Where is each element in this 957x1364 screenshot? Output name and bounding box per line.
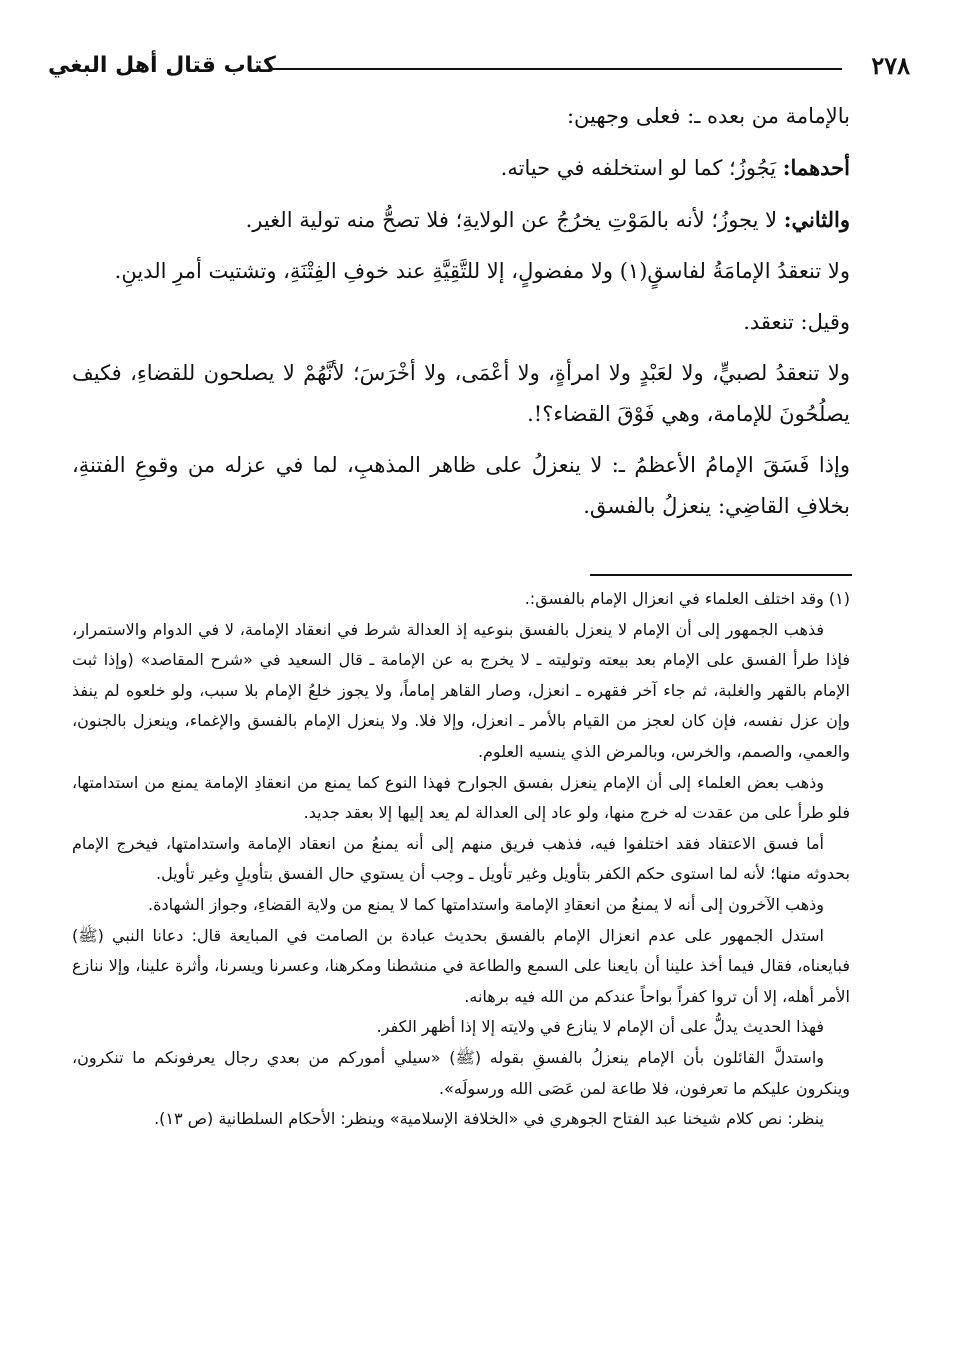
- footnote-heading: (١) وقد اختلف العلماء في انعزال الإمام بالفسق:.: [524, 589, 850, 608]
- footnote-paragraph: استدل الجمهور على عدم انعزال الإمام بالفسق بحديث عبادة بن الصامت في المبايعة قال: دعانا النبي (ﷺ) فبايعناه، فقال فيما أخذ علينا أن بايعنا على السمع والطاعة في منشطنا ومكرهنا، وعسرنا ويسرنا، وأثرة علينا، وإلا ننازع الأمر أهله، إلا أن تروا كفراً بواحاً عندكم من الله فيه برهانه.: [72, 925, 850, 1006]
- footnote-paragraph: فهذا الحديث يدلُّ على أن الإمام لا ينازع في ولايته إلا إذا أظهر الكفر.: [376, 1017, 824, 1037]
- paragraph: [72, 147, 850, 189]
- page-header: [48, 46, 910, 86]
- paragraph: ولا تنعقدُ لصبيٍّ، ولا لعَبْدٍ ولا امرأةٍ، ولا أعْمَى، ولا أخْرَسَ؛ لأنَّهُمْ لا يصلحون للقضاءِ، فكيف يصلُحُونَ للإمامة، وهي فَوْقَ القضاء؟!.: [72, 361, 850, 426]
- paragraph-label: أحدهما:: [782, 155, 850, 180]
- paragraph-label: والثاني:: [783, 207, 850, 232]
- page-number: ٢٧٨: [871, 51, 910, 80]
- footnote-paragraph: فذهب الجمهور إلى أن الإمام لا ينعزل بالفسق بنوعيه إذ العدالة شرط في انعقاد الإمامة، لا في الدوام والاستمرار، فإذا طرأ الفسق على الإمام بعد بيعته وتوليته ـ لا يخرج به عن الإمامة ـ قال السعيد في «شرح المقاصد» (وإذا ثبت الإمام بالقهر والغلبة، ثم جاء آخر فقهره ـ انعزل، وصار القاهر إماماً، ولا يجوز خلعُ الإمام بلا سبب، ولو خلعوه لم ينفذ وإن عزل نفسه، فإن كان لعجز من القيام بالأمر ـ انعزل، وإلا فلا. ولا ينعزل الإمام بالفسق والإغماء، وينعزل بالجنون، والعمي، والصمم، والخرس، وبالمرض الذي ينسيه العلوم.: [72, 619, 850, 761]
- paragraph: وقيل: تنعقد.: [743, 310, 850, 334]
- footnote-separator: [590, 574, 852, 576]
- paragraph-text: يَجُوزُ؛ كما لو استخلفه في حياته.: [500, 156, 783, 180]
- paragraph: وإذا فَسَقَ الإمامُ الأعظمُ ـ: لا ينعزلُ على ظاهر المذهبِ، لما في عزله من وقوعِ الفتنةِ، بخلافِ القاضِي: ينعزلُ بالفسق.: [72, 453, 850, 518]
- footnote-paragraph: ينظر: نص كلام شيخنا عبد الفتاح الجوهري في «الخلافة الإسلامية» وينظر: الأحكام السلطانية (ص ١٣).: [154, 1109, 824, 1129]
- paragraph: بالإمامة من بعده ـ: فعلى وجهين:: [566, 104, 850, 128]
- footnote-paragraph: واستدلَّ القائلون بأن الإمام ينعزلُ بالفسقِ بقوله (ﷺ) «سيلي أموركم من بعدي رجال يعرفونكم ما تنكرون، وينكرون عليكم ما تعرفون، فلا طاعة لمن عَصَى الله ورسولَه».: [72, 1047, 850, 1098]
- footnote-paragraph: وذهب بعض العلماء إلى أن الإمام ينعزل بفسق الجوارح فهذا النوع كما يمنع من انعقادِ الإمامة يمنع من استدامتها، فلو طرأ على من عقدت له خرج منها، ولو عاد إلى العدالة لم يعد إليها إلا بعقد جديد.: [72, 772, 850, 823]
- paragraph: [72, 199, 850, 241]
- paragraph-text: لا يجوزُ؛ لأنه بالمَوْتِ يخرُجُ عن الولايةِ؛ فلا تصحُّ منه تولية الغير.: [245, 208, 784, 232]
- header-rule: [270, 68, 842, 70]
- footnotes: [72, 584, 850, 1135]
- paragraph: ولا تنعقدُ الإمامَةُ لفاسقٍ(١) ولا مفضولٍ، إلا للتَّقِيَّةِ عند خوفِ الفِتْنَةِ، وتشتيت أمرِ الدينِ.: [114, 259, 850, 283]
- running-title: كتاب قتال أهل البغي: [48, 53, 276, 78]
- main-text: [72, 96, 850, 537]
- footnote-paragraph: أما فسق الاعتقاد فقد اختلفوا فيه، فذهب فريق منهم إلى أنه يمنعُ من انعقاد الإمامة واستدامتها، فيخرج الإمام بحدوثه منها؛ لأنه لما استوى حكم الكفر بتأويل وغير تأويل ـ وجب أن يستوي حال الفسق بتأويلٍ وغير تأويل.: [72, 833, 850, 884]
- footnote-paragraph: وذهب الآخرون إلى أنه لا يمنعُ من انعقادِ الإمامة واستدامتها كما لا يمنع من ولاية القضاءِ، وجواز الشهادة.: [148, 894, 824, 914]
